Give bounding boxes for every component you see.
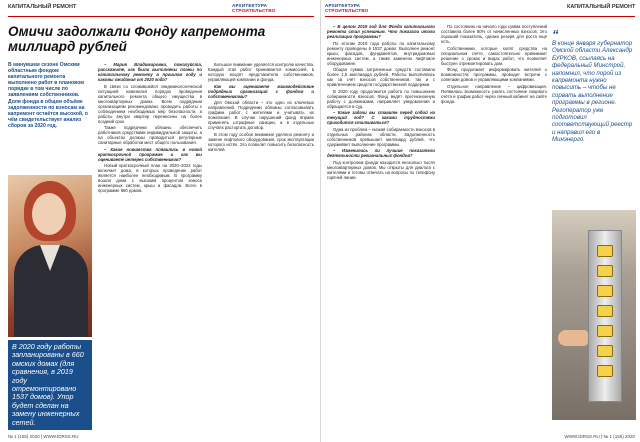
- article-column-2: Большое внимание уделяется контролю качества. Каждый этап работ принимается комиссией, в которую входят представители собственников, управляющей компании и фонда. Как вы оцениваете взаимодействие подрядных организаций с фондом и собственниками? Для Омской области – это одно из ключевых направлений. Подрядчики обязаны согласовывать графики работ с жителями и учитывать их пожелания. В случае нарушений фонд вправе применять штрафные санкции, а в отдельных случаях расторгать договор. В этом году особое внимание уделено ремонту и замене лифтового оборудования, срок эксплуатации которого истёк. Это позволит повысить безопасность жителей.: [208, 62, 314, 152]
- section-label-left: КАПИТАЛЬНЫЙ РЕМОНТ: [8, 4, 77, 10]
- article-headline: Омичи задолжали Фонду капремонта миллиард рублей: [8, 24, 266, 54]
- article-column-4: По состоянию на начало года сумма поступлений составила более 80% от начисленных взносов. Это хороший показатель, однако резерв для роста ещё есть. Собственники, которые копят средства на специальном счёте, самостоятельно принимают решение о сроках и видах работ, что позволяет быстрее отремонтировать дом. Фонд продолжает информировать жителей о возможностях программы, проводит встречи с советами домов и управляющими компаниями. Отдельное направление – цифровизация. Появилась возможность узнать состояние лицевого счёта и график работ через личный кабинет на сайте фонда.: [441, 24, 547, 104]
- footer-right: WWW.IDRSS.RU | № 1 (155) 2020: [564, 434, 635, 439]
- sidebar-quote: “ В конце января губернатор Омской области Александр БУРКОВ, ссылаясь на федеральный Минстрой, напомнил, что порой из капремонта нужно повысить – чтобы не сорвать выполнение программы в регионе. Регоператор уже подготовил соответствующий реестр и направил его в Минэнерго.: [552, 27, 633, 144]
- elevator-photo: [552, 210, 636, 420]
- portrait-photo: [8, 175, 92, 337]
- fact-box: В 2020 году работы запланированы в 660 омских домах (для сравнения, в 2019 году отремонтировано 1537 домов). Упор будет сделан на замену инженерных сетей.: [8, 340, 92, 430]
- header-rule-left: [8, 16, 314, 17]
- magazine-logo-left: АРХИТЕКТУРА СТРОИТЕЛЬСТВО: [232, 3, 276, 13]
- quote-mark-icon: “: [552, 27, 559, 42]
- footer-left: № 1 (155) 2020 | WWW.IDRSS.RU: [8, 434, 79, 439]
- article-lead: В минувшем сезоне Омским областным фондом капитального ремонта выполнено работ в плановом порядке в том числе по заявлениям собственников. Доля фонда в общем объёме задолженности по взносам на капремонт остаётся высокой, о чём свидетельствует анализ сборов за 2020 год.: [8, 62, 88, 129]
- magazine-logo-right: АРХИТЕКТУРА СТРОИТЕЛЬСТВО: [325, 3, 369, 13]
- header-rule-right: [325, 16, 635, 17]
- article-column-1: – Мария Владимировна, пожалуйста, расскажите, как были выполнены планы по капитальному ремонту в прошлом году и каковы ожидания от 2020 года? В связи со сложившейся эпидемиологической ситуацией изменился порядок проведения капитального ремонта общего имущества в многоквартирных домах. Всем подрядным организациям рекомендовано проводить работы с соблюдением необходимых мер безопасности, а работы внутри квартир перенесены на более поздний срок. Также подрядчики обязаны обеспечить работников средствами индивидуальной защиты, а на объектах должны проводиться регулярные санитарные обработки мест общего пользования. – Какие новшества появились в новой краткосрочной программе и как вы оцениваете интерес собственников? Новый краткосрочный план на 2020–2022 годы включает дома, в которых проведение работ является наиболее необходимым. В программу вошли дома с высоким процентом износа инженерных систем, крыш и фасадов. Всего в программе 660 домов.: [98, 62, 202, 194]
- section-label-right: КАПИТАЛЬНЫЙ РЕМОНТ: [567, 4, 636, 10]
- article-column-3: – В целом 2019 год для Фонда капитального ремонта стал успешным. Что показали итоги реализации программы? По итогам 2019 года работы по капитальному ремонту проведены в 1537 домах. Выполнен ремонт крыш, фасадов, фундаментов, внутридомовых инженерных систем, а также заменено лифтовое оборудование. Общая сумма затраченных средств составила более 1,5 миллиарда рублей. Работы выполнялись как за счёт взносов собственников, так и с привлечением средств государственной поддержки. В 2020 году продолжится работа по повышению собираемости взносов. Фонд ведёт претензионную работу с должниками, направляет уведомления и обращается в суд. – Какие задачи вы ставите перед собой на текущий год? С какими трудностями приходится сталкиваться? Одна из проблем – низкая собираемость взносов в отдельных районах области. Задолженность собственников превышает миллиард рублей, что сдерживает выполнение программы. – Изменились ли лучшие показатели деятельности региональных фондов? Под контролем фонда находится несколько тысяч многоквартирных домов. Мы открыты для диалога с жителями и готовы отвечать на вопросы по телефону горячей линии.: [327, 24, 435, 180]
